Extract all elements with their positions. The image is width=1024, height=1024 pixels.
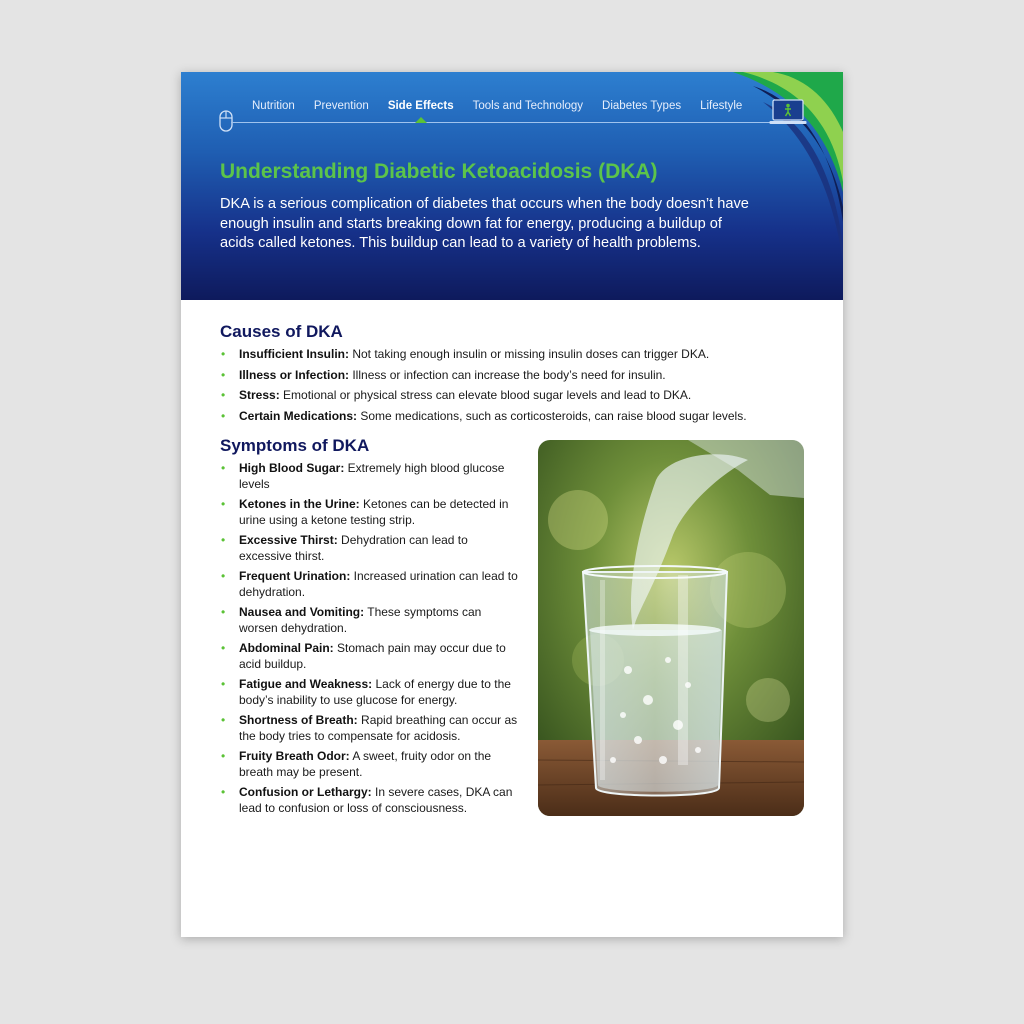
list-item: • Certain Medications: Some medications, such as corticosteroids, can raise blood sugar levels. [220,409,747,425]
list-item: • Fatigue and Weakness: Lack of energy due to the body’s inability to use glucose for energy. [220,677,520,708]
list-item: • Insufficient Insulin: Not taking enough insulin or missing insulin doses can trigger DKA. [220,347,747,363]
laptop-icon [769,99,807,126]
nav-item-diabetes-types[interactable]: Diabetes Types [602,100,682,112]
nav-item-tools-and-technology[interactable]: Tools and Technology [472,100,584,112]
list-item: • Ketones in the Urine: Ketones can be detected in urine using a ketone testing strip. [220,497,520,528]
nav-underline [231,122,771,123]
list-item: • Illness or Infection: Illness or infection can increase the body’s need for insulin. [220,368,747,384]
list-item: • Abdominal Pain: Stomach pain may occur due to acid buildup. [220,641,520,672]
list-item: • Nausea and Vomiting: These symptoms can worsen dehydration. [220,605,520,636]
causes-list [220,347,747,429]
causes-heading: Causes of DKA [220,322,343,341]
intro-paragraph: DKA is a serious complication of diabetes that occurs when the body doesn’t have enough insulin and starts breaking down fat for energy, producing a buildup of acids called ketones. This buildup can lead to a variety of health problems. [220,196,749,251]
list-item: • Excessive Thirst: Dehydration can lead to excessive thirst. [220,533,520,564]
list-item: • Stress: Emotional or physical stress can elevate blood sugar levels and lead to DKA. [220,388,747,404]
nav-item-side-effects[interactable]: Side Effects [387,100,454,112]
header-banner [181,72,843,300]
list-item: • Frequent Urination: Increased urination can lead to dehydration. [220,569,520,600]
document-page [181,72,843,937]
list-item: • Fruity Breath Odor: A sweet, fruity odor on the breath may be present. [220,749,520,780]
list-item: • Confusion or Lethargy: In severe cases, DKA can lead to confusion or loss of consciousness. [220,785,520,816]
list-item: • Shortness of Breath: Rapid breathing can occur as the body tries to compensate for acidosis. [220,713,520,744]
symptoms-list [220,461,520,821]
mouse-icon [219,110,233,132]
nav-item-prevention[interactable]: Prevention [313,100,369,112]
page-title: Understanding Diabetic Ketoacidosis (DKA) [220,160,658,183]
nav-item-nutrition[interactable]: Nutrition [252,100,295,112]
symptoms-heading: Symptoms of DKA [220,436,370,455]
water-glass-photo [538,440,804,816]
nav-item-lifestyle[interactable]: Lifestyle [700,100,743,112]
top-navigation [252,100,761,112]
list-item: • High Blood Sugar: Extremely high blood glucose levels [220,461,520,492]
